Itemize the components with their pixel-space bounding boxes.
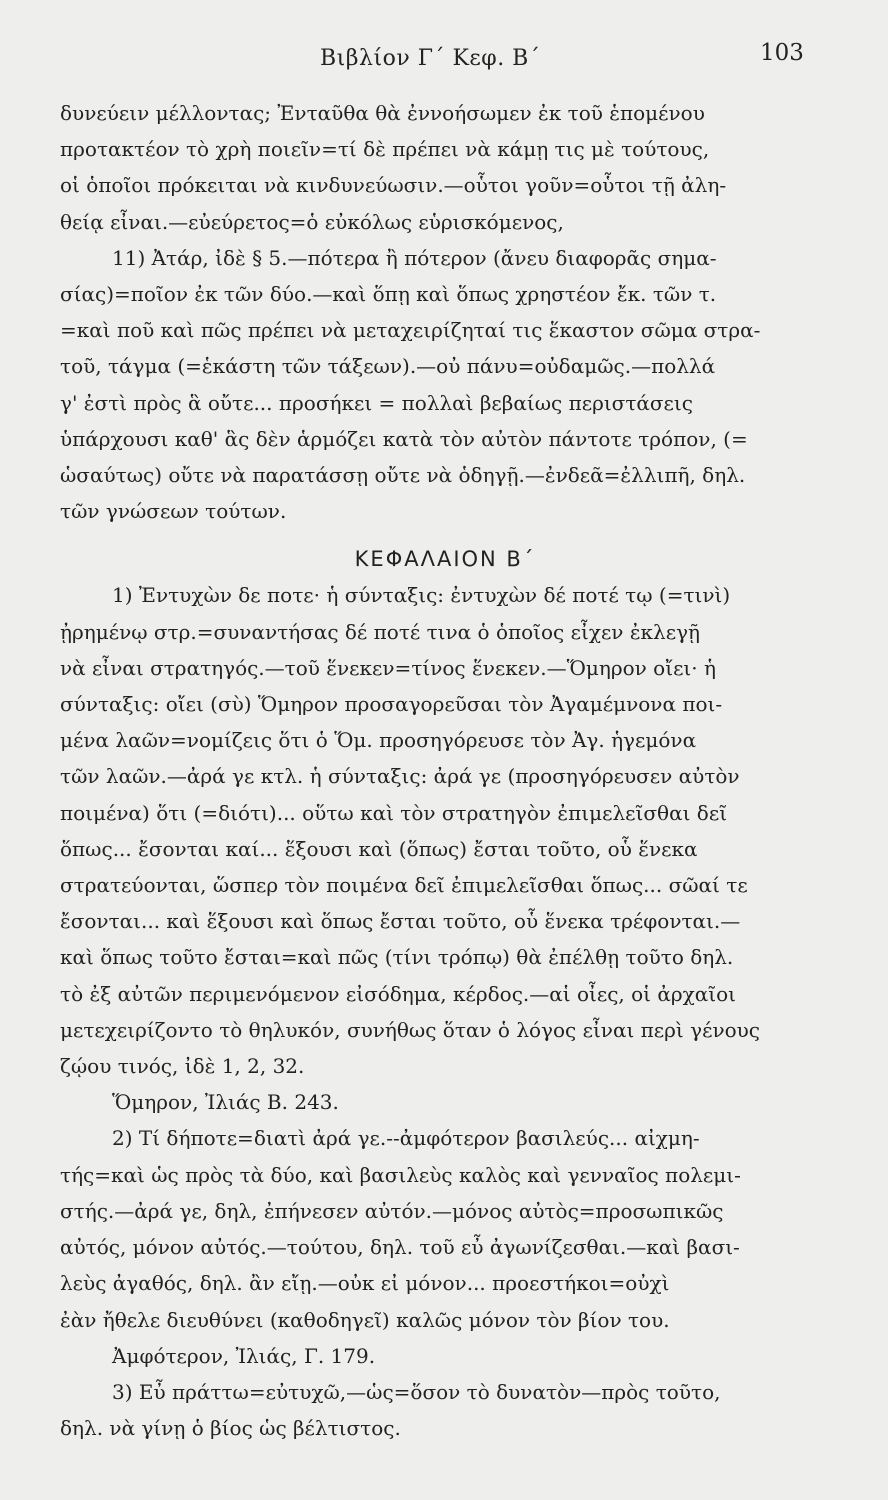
text-line: νὰ εἶναι στρατηγός.—τοῦ ἕνεκεν=τίνος ἕνεκεν.—Ὅμηρον οἴει· ἡ: [60, 655, 716, 680]
text-line: στής.—ἀρά γε, δηλ, ἐπήνεσεν αὐτόν.—μόνος αὐτὸς=προσωπικῶς: [60, 1198, 724, 1223]
running-head: Βιβλίον Γ΄ Κεφ. Β΄: [320, 46, 541, 71]
text-line: ὡσαύτως) οὔτε νὰ παρατάσσῃ οὔτε νὰ ὁδηγῇ.—ἐνδεᾶ=ἐλλιπῆ, δηλ.: [60, 463, 746, 488]
text-line: καὶ ὅπως τοῦτο ἔσται=καὶ πῶς (τίνι τρόπῳ) θὰ ἐπέλθῃ τοῦτο δηλ.: [60, 945, 734, 970]
text-line: ὅπως... ἔσονται καί... ἕξουσι καὶ (ὅπως) ἔσται τοῦτο, οὗ ἕνεκα: [60, 836, 698, 861]
text-line: 3) Εὖ πράττω=εὐτυχῶ,—ὡς=ὅσον τὸ δυνατὸν—πρὸς τοῦτο,: [112, 1379, 721, 1404]
text-line: λεὺς ἀγαθός, δηλ. ἂν εἴῃ.—οὐκ εἰ μόνον... προεστήκοι=οὐχὶ: [60, 1271, 670, 1296]
text-line: ποιμένα) ὅτι (=διότι)... οὕτω καὶ τὸν στρατηγὸν ἐπιμελεῖσθαι δεῖ: [60, 800, 728, 825]
text-line: Ἀμφότερον, Ἰλιάς, Γ. 179.: [112, 1343, 376, 1368]
text-line: τής=καὶ ὡς πρὸς τὰ δύο, καὶ βασιλεὺς καλὸς καὶ γενναῖος πολεμι-: [60, 1162, 741, 1187]
text-line: 11) Ἀτάρ, ἰδὲ § 5.—πότερα ἢ πότερον (ἄνευ διαφορᾶς σημα-: [112, 245, 717, 270]
text-line: μένα λαῶν=νομίζεις ὅτι ὁ Ὅμ. προσηγόρευσε τὸν Ἀγ. ἡγεμόνα: [60, 728, 697, 753]
text-line: 1) Ἐντυχὼν δε ποτε· ἡ σύνταξις: ἐντυχὼν δέ ποτέ τῳ (=τινὶ): [112, 583, 731, 608]
page-number: 103: [760, 40, 804, 66]
text-line: τοῦ, τάγμα (=ἑκάστη τῶν τάξεων).—οὐ πάνυ=οὐδαμῶς.—πολλά: [60, 354, 716, 379]
text-line: =καὶ ποῦ καὶ πῶς πρέπει νὰ μεταχειρίζηταί τις ἕκαστον σῶμα στρα-: [60, 318, 761, 343]
text-line: τὸ ἐξ αὐτῶν περιμενόμενον εἰσόδημα, κέρδος.—αἱ οἶες, οἱ ἀρχαῖοι: [60, 981, 736, 1006]
text-line: αὐτός, μόνον αὐτός.—τούτου, δηλ. τοῦ εὖ ἀγωνίζεσθαι.—καὶ βασι-: [60, 1235, 740, 1260]
text-line: τῶν λαῶν.—ἀρά γε κτλ. ἡ σύνταξις: ἀρά γε (προσηγόρευσεν αὐτὸν: [60, 764, 740, 789]
text-line: σύνταξις: οἴει (σὺ) Ὅμηρον προσαγορεῦσαι τὸν Ἀγαμέμνονα ποι-: [60, 692, 723, 717]
text-line: τῶν γνώσεων τούτων.: [60, 499, 287, 524]
text-line: δυνεύειν μέλλοντας; Ἐνταῦθα θὰ ἐννοήσωμεν ἐκ τοῦ ἑπομένου: [60, 101, 705, 125]
text-line: γ' ἐστὶ πρὸς ἃ οὔτε... προσήκει = πολλαὶ βεβαίως περιστάσεις: [60, 390, 693, 415]
text-line: ἔσονται... καὶ ἕξουσι καὶ ὅπως ἔσται τοῦτο, οὗ ἕνεκα τρέφονται.—: [60, 909, 741, 934]
text-line: Ὅμηρον, Ἰλιάς Β. 243.: [112, 1090, 339, 1115]
text-line: στρατεύονται, ὥσπερ τὸν ποιμένα δεῖ ἐπιμελεῖσθαι ὅπως... σῶαί τε: [60, 873, 748, 898]
text-line: ἐὰν ἤθελε διευθύνει (καθοδηγεῖ) καλῶς μόνον τὸν βίον του.: [60, 1307, 670, 1332]
text-line: σίας)=ποῖον ἐκ τῶν δύο.—καὶ ὅπῃ καὶ ὅπως χρηστέον ἔκ. τῶν τ.: [60, 282, 717, 307]
chapter-heading: ΚΕΦΑΛΑΙΟΝ Β΄: [354, 547, 536, 572]
text-line: 2) Τί δήποτε=διατὶ ἀρά γε.--ἀμφότερον βασιλεύς... αἰχμη-: [112, 1126, 700, 1151]
text-line: προτακτέον τὸ χρὴ ποιεῖν=τί δὲ πρέπει νὰ κάμῃ τις μὲ τούτους,: [60, 137, 710, 162]
text-line: ζῴου τινός, ἰδὲ 1, 2, 32.: [60, 1054, 305, 1079]
text-line: μετεχειρίζοντο τὸ θηλυκόν, συνήθως ὅταν ὁ λόγος εἶναι περὶ γένους: [60, 1017, 760, 1042]
text-line: θείᾳ εἶναι.—εὐεύρετος=ὁ εὐκόλως εὑρισκόμενος,: [60, 209, 564, 234]
text-line: ᾐρημένῳ στρ.=συναντήσας δέ ποτέ τινα ὁ ὁποῖος εἶχεν ἐκλεγῇ: [60, 619, 701, 644]
text-line: οἱ ὁποῖοι πρόκειται νὰ κινδυνεύωσιν.—οὗτοι γοῦν=οὗτοι τῇ ἀλη-: [60, 173, 727, 198]
text-line: ὑπάρχουσι καθ' ἃς δὲν ἁρμόζει κατὰ τὸν αὐτὸν πάντοτε τρόπον, (=: [60, 426, 748, 451]
page-header: [0, 40, 888, 80]
text-line: δηλ. νὰ γίνῃ ὁ βίος ὡς βέλτιστος.: [60, 1416, 401, 1441]
body-text: [60, 95, 830, 1446]
